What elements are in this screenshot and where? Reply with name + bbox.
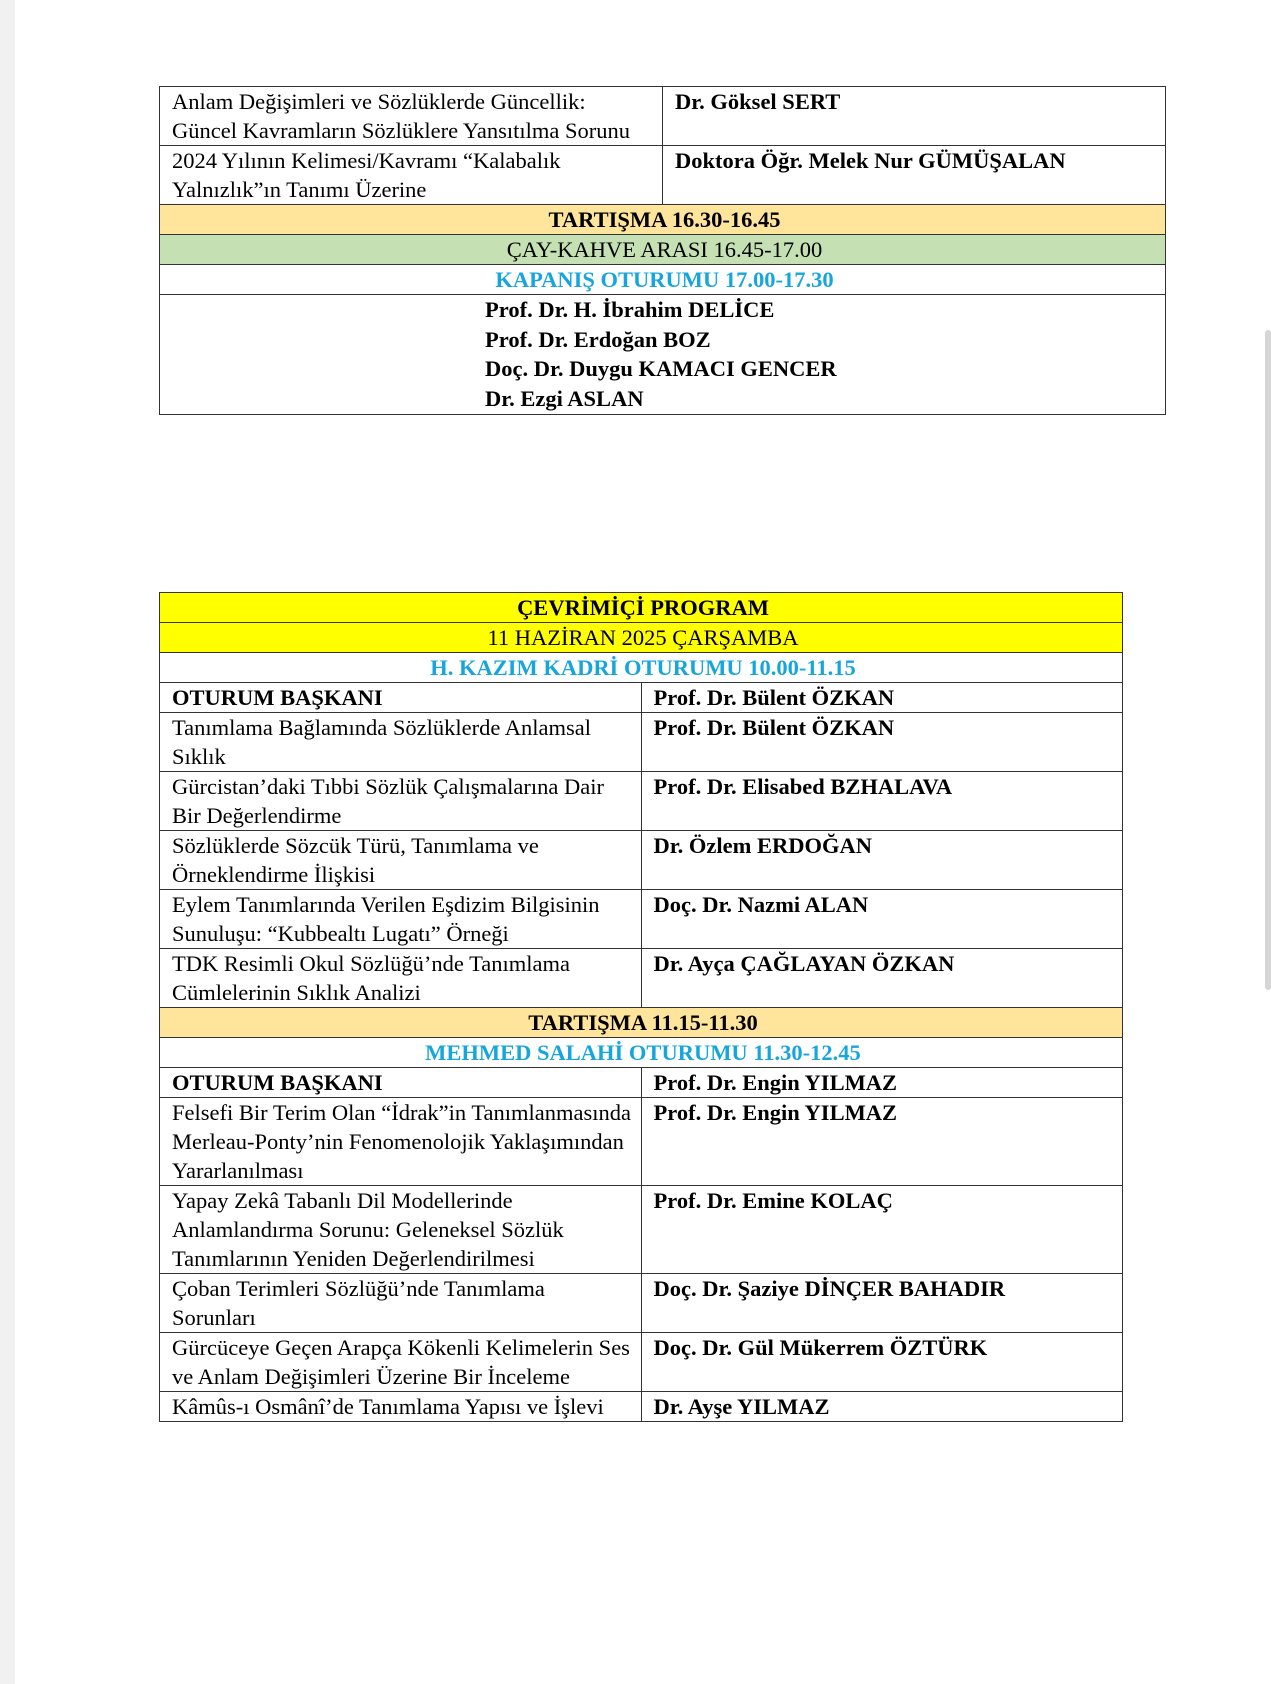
table-row — [160, 890, 1123, 949]
paper-title: Çoban Terimleri Sözlüğü’nde Tanımlama Sorunları — [160, 1274, 642, 1333]
chair-row — [160, 1068, 1123, 1098]
speaker-name: Prof. Dr. Elisabed BZHALAVA — [641, 772, 1123, 831]
session-header-row — [160, 265, 1166, 295]
speaker-name: Prof. Dr. Engin YILMAZ — [641, 1098, 1123, 1186]
table-row — [160, 831, 1123, 890]
table-row — [160, 1186, 1123, 1274]
table-row — [160, 146, 1166, 205]
paper-title: 2024 Yılının Kelimesi/Kavramı “Kalabalık Yalnızlık”ın Tanımı Üzerine — [160, 146, 663, 205]
discussion-label: TARTIŞMA 11.15-11.30 — [160, 1008, 1123, 1038]
table-row — [160, 713, 1123, 772]
paper-title: Kâmûs-ı Osmânî’de Tanımlama Yapısı ve İşlevi — [160, 1392, 642, 1422]
table-row — [160, 1098, 1123, 1186]
document-page — [15, 0, 1271, 1684]
chair-name: Prof. Dr. Bülent ÖZKAN — [641, 683, 1123, 713]
speaker-name: Doç. Dr. Nazmi ALAN — [641, 890, 1123, 949]
speaker-name: Dr. Ayşe YILMAZ — [641, 1392, 1123, 1422]
program-date: 11 HAZİRAN 2025 ÇARŞAMBA — [160, 623, 1123, 653]
paper-title: Yapay Zekâ Tabanlı Dil Modellerinde Anlamlandırma Sorunu: Geleneksel Sözlük Tanımlarının Yeniden Değerlendirilmesi — [160, 1186, 642, 1274]
paper-title: Gürcüceye Geçen Arapça Kökenli Kelimelerin Ses ve Anlam Değişimleri Üzerine Bir İnceleme — [160, 1333, 642, 1392]
closing-name: Doç. Dr. Duygu KAMACI GENCER — [485, 356, 837, 381]
table-row — [160, 1333, 1123, 1392]
session-header-row — [160, 653, 1123, 683]
speaker-name: Prof. Dr. Bülent ÖZKAN — [641, 713, 1123, 772]
speaker-name: Prof. Dr. Emine KOLAÇ — [641, 1186, 1123, 1274]
discussion-row — [160, 205, 1166, 235]
closing-name: Prof. Dr. H. İbrahim DELİCE — [485, 297, 775, 322]
closing-names-row — [160, 295, 1166, 415]
paper-title: Felsefi Bir Terim Olan “İdrak”in Tanımlanmasında Merleau-Ponty’nin Fenomenolojik Yaklaşımından Yararlanılması — [160, 1098, 642, 1186]
paper-title: Gürcistan’daki Tıbbi Sözlük Çalışmalarına Dair Bir Değerlendirme — [160, 772, 642, 831]
speaker-name: Doç. Dr. Gül Mükerrem ÖZTÜRK — [641, 1333, 1123, 1392]
session-title: H. KAZIM KADRİ OTURUMU 10.00-11.15 — [160, 653, 1123, 683]
closing-name: Dr. Ezgi ASLAN — [485, 385, 644, 411]
speaker-name: Doç. Dr. Şaziye DİNÇER BAHADIR — [641, 1274, 1123, 1333]
closing-names — [160, 295, 1166, 415]
program-table-afternoon — [159, 86, 1166, 415]
chair-label: OTURUM BAŞKANI — [160, 683, 642, 713]
online-program-title: ÇEVRİMİÇİ PROGRAM — [160, 593, 1123, 623]
session-header-row — [160, 1038, 1123, 1068]
table-row — [160, 1274, 1123, 1333]
closing-session-title: KAPANIŞ OTURUMU 17.00-17.30 — [160, 265, 1166, 295]
paper-title: Tanımlama Bağlamında Sözlüklerde Anlamsal Sıklık — [160, 713, 642, 772]
speaker-name: Dr. Özlem ERDOĞAN — [641, 831, 1123, 890]
chair-name: Prof. Dr. Engin YILMAZ — [641, 1068, 1123, 1098]
date-row — [160, 623, 1123, 653]
table-row — [160, 949, 1123, 1008]
break-label: ÇAY-KAHVE ARASI 16.45-17.00 — [160, 235, 1166, 265]
paper-title: TDK Resimli Okul Sözlüğü’nde Tanımlama Cümlelerinin Sıklık Analizi — [160, 949, 642, 1008]
break-row — [160, 235, 1166, 265]
closing-name: Prof. Dr. Erdoğan BOZ — [485, 326, 711, 352]
scrollbar[interactable] — [1265, 330, 1271, 990]
speaker-name: Dr. Ayça ÇAĞLAYAN ÖZKAN — [641, 949, 1123, 1008]
speaker-name: Doktora Öğr. Melek Nur GÜMÜŞALAN — [663, 146, 1166, 205]
session-title: MEHMED SALAHİ OTURUMU 11.30-12.45 — [160, 1038, 1123, 1068]
program-title-row — [160, 593, 1123, 623]
table-row — [160, 772, 1123, 831]
table-row — [160, 1392, 1123, 1422]
paper-title: Anlam Değişimleri ve Sözlüklerde Güncellik: Güncel Kavramların Sözlüklere Yansıtılma Sorunu — [160, 87, 663, 146]
chair-label: OTURUM BAŞKANI — [160, 1068, 642, 1098]
chair-row — [160, 683, 1123, 713]
program-table-online — [159, 592, 1123, 1422]
discussion-label: TARTIŞMA 16.30-16.45 — [160, 205, 1166, 235]
discussion-row — [160, 1008, 1123, 1038]
speaker-name: Dr. Göksel SERT — [663, 87, 1166, 146]
table-row — [160, 87, 1166, 146]
paper-title: Sözlüklerde Sözcük Türü, Tanımlama ve Örneklendirme İlişkisi — [160, 831, 642, 890]
paper-title: Eylem Tanımlarında Verilen Eşdizim Bilgisinin Sunuluşu: “Kubbealtı Lugatı” Örneği — [160, 890, 642, 949]
